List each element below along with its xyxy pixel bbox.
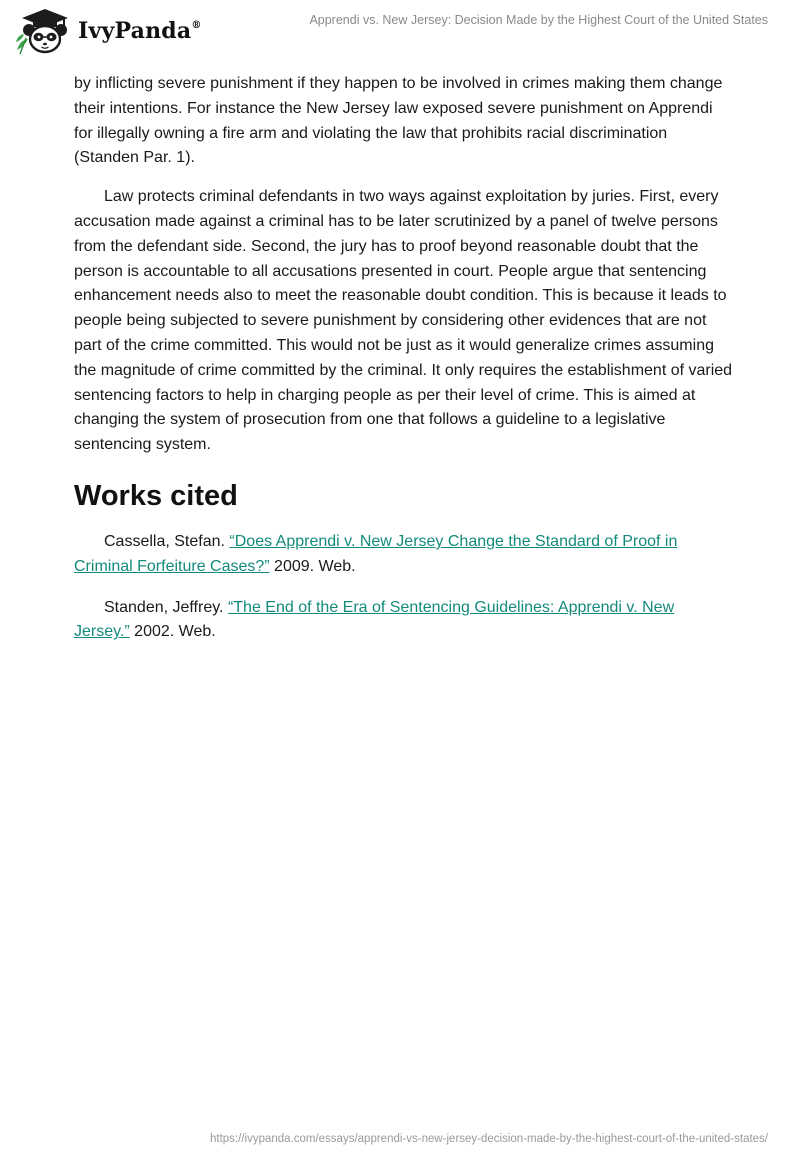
document-title: Apprendi vs. New Jersey: Decision Made by the Highest Court of the United States [309,13,768,27]
reference-link-1[interactable]: “Does Apprendi v. New Jersey Change the Standard of Proof in Criminal Forfeiture Cases?” [74,532,678,575]
logo-wordmark [78,18,202,44]
registered-mark: ® [191,19,202,31]
page-header [0,0,800,64]
essay-content [74,72,734,661]
ivypanda-logo[interactable] [14,6,214,58]
reference-author: Cassella, Stefan. [104,532,230,550]
source-url[interactable]: https://ivypanda.com/essays/apprendi-vs-new-jersey-decision-made-by-the-highest-court-of-the-united-states/ [210,1133,768,1145]
reference-tail: 2002. Web. [129,623,216,641]
logo-text: IvyPanda [78,18,192,44]
reference-link-2[interactable]: “The End of the Era of Sentencing Guidelines: Apprendi v. New Jersey.” [74,598,675,641]
reference-item-2 [74,596,734,646]
reference-item-1 [74,530,734,580]
body-paragraph-1: by inflicting severe punishment if they happen to be involved in crimes making them change their intentions. For instance the New Jersey law exposed severe punishment on Apprendi for illegally owning a fire arm and violating the law that prohibits racial discrimination (Standen Par. 1). [74,75,723,167]
panda-graduate-icon [14,6,74,56]
reference-author: Standen, Jeffrey. [104,598,228,616]
reference-tail: 2009. Web. [269,557,356,575]
body-paragraph-2: Law protects criminal defendants in two ways against exploitation by juries. First, every accusation made against a criminal has to be later scrutinized by a panel of twelve persons from the defendant side. Second, the jury has to proof beyond reasonable doubt that the person is accountable to all accusations presented in court. People argue that sentencing enhancement needs also to meet the reasonable doubt condition. This is because it leads to people being subjected to severe punishment by considering other evidences that are not part of the crime committed. This would not be just as it would generalize crimes assuming the magnitude of crime committed by the criminal. It only requires the establishment of varied sentencing factors to help in charging people as per their level of crime. This is aimed at changing the system of prosecution from one that follows a guideline to a legislative sentencing system. [74,188,733,454]
works-cited-heading: Works cited [74,479,238,512]
